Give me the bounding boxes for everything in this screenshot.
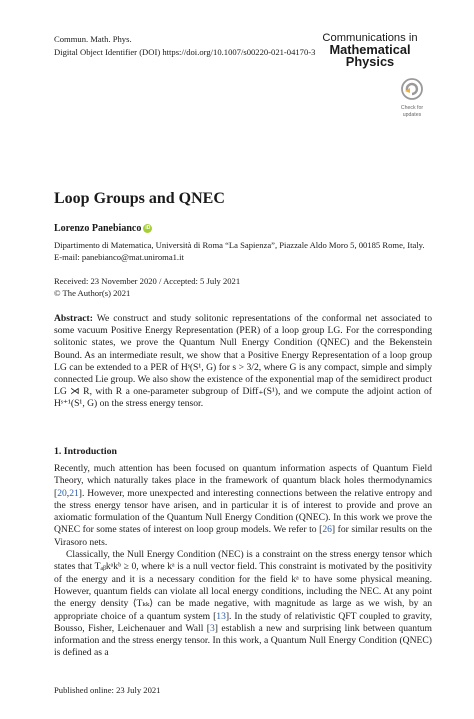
citation-link[interactable]: 3 xyxy=(210,622,215,634)
abstract xyxy=(54,313,432,411)
article-metadata xyxy=(54,33,315,59)
journal-name-line2: Mathematical xyxy=(329,42,411,57)
received-accepted: Received: 23 November 2020 / Accepted: 5 July 2021 xyxy=(54,276,241,286)
article-title: Loop Groups and QNEC xyxy=(54,190,225,207)
orcid-icon[interactable]: iD xyxy=(145,225,151,231)
copyright: © The Author(s) 2021 xyxy=(54,287,131,298)
dates-block xyxy=(54,276,240,299)
section-heading: 1. Introduction xyxy=(54,446,117,457)
check-for-updates-text-2: updates xyxy=(402,111,422,118)
citation-link[interactable]: 13 xyxy=(216,610,226,622)
author-name: Lorenzo Panebianco xyxy=(54,223,142,234)
citation-link[interactable]: 21 xyxy=(69,487,79,499)
email: E-mail: panebianco@mat.uniroma1.it xyxy=(54,251,184,262)
journal-name-line3: Physics xyxy=(345,54,395,69)
journal-name-line1: Communications in xyxy=(322,32,418,44)
affiliation-block xyxy=(54,240,425,263)
check-for-updates-badge[interactable] xyxy=(395,78,429,118)
abstract-text: We construct and study solitonic representations of the conformal net associated to some vacuum Positive Energy Representation (PER) of a loop group LG. For the corresponding solitonic states, we prove the Quantum Null Energy Condition (QNEC) and the Bekenstein Bound. As an intermediate result, we show that a Positive Energy Representation of a loop group LG can be extended to a PER of Hˢ(S¹, G) for s > 3/2, where G is any compact, simple and simply connected Lie group. We also show the existence of the exponential map of the semidirect product LG ⋊ R, with R a one-parameter subgroup of Diff₊(S¹), and we compute the adjoint action of Hˢ⁺¹(S¹, G) on the stress energy tensor. xyxy=(54,313,432,410)
doi-line[interactable]: Digital Object Identifier (DOI) https://doi.org/10.1007/s00220-021-04170-3 xyxy=(54,47,316,57)
citation-link[interactable]: 20 xyxy=(57,487,67,499)
paragraph-1: Recently, much attention has been focused on quantum information aspects of Quantum Field Theory, which naturally takes place in the framework of quantum black holes thermodynamics [20,21]. However, more unexpected and interesting connections between the relative entropy and the stress energy tensor have arisen, and in particular it is of interest to provide and prove an axiomatic formulation of the Quantum Null Energy Condition (QNEC). In this work we prove the QNEC for some states of interest on loop group models. We refer to [26] for similar results on the Virasoro nets. xyxy=(54,463,432,548)
journal-logo[interactable] xyxy=(311,32,429,68)
check-for-updates-text-1: Check for xyxy=(400,105,424,111)
abstract-label: Abstract: xyxy=(54,313,93,324)
published-date: Published online: 23 July 2021 xyxy=(54,685,161,695)
paragraph-2: Classically, the Null Energy Condition (NEC) is a constraint on the stress energy tensor which states that Tₐᵦkᵃkᵇ ≥ 0, where kᵃ is a null vector field. This constraint is motivated by the positivity of the energy and it is a necessary condition for the field kᵃ to have some physical meaning. However, quantum fields can violate all local energy conditions, including the NEC. At any point the energy density ⟨Tₖₖ⟩ can be made negative, with magnitude as large as we wish, by an appropriate choice of a quantum system [13]. In the study of relativistic QFT coupled to gravity, Bousso, Fisher, Leichenauer and Wall [3] establish a new and surprising link between quantum information and the stress energy tensor. In this work, a Quantum Null Energy Condition (QNEC) is defined as a xyxy=(54,549,432,659)
citation-link[interactable]: 26 xyxy=(322,524,332,536)
author-line xyxy=(54,223,152,234)
check-for-updates-icon xyxy=(401,78,423,100)
affiliation: Dipartimento di Matematica, Università di Roma “La Sapienza”, Piazzale Aldo Moro 5, 00185 Rome, Italy. xyxy=(54,240,425,250)
journal-citation: Commun. Math. Phys. xyxy=(54,34,132,44)
introduction-body xyxy=(54,463,432,660)
